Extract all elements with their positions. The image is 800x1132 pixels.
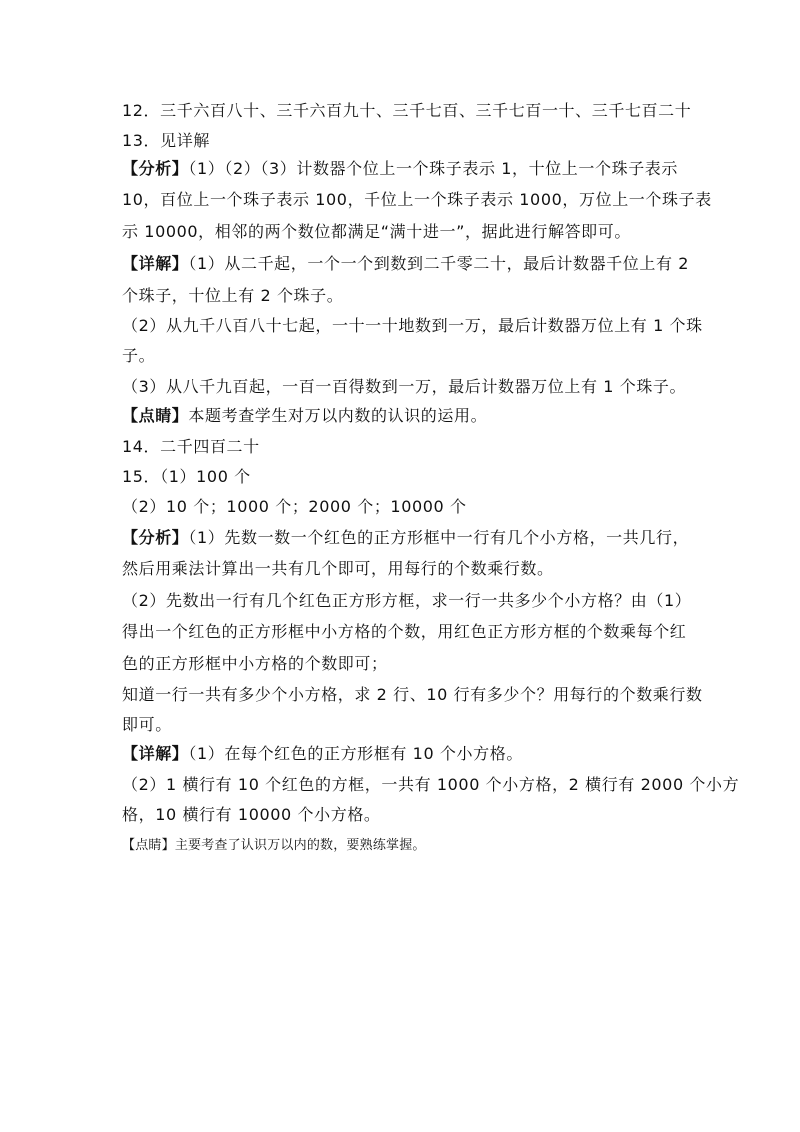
analysis-15-line-5 <box>122 654 388 674</box>
comment-tag: 【点睛】 <box>122 838 175 853</box>
analysis-15-line-3 <box>122 591 691 611</box>
comment-15-text: 主要考查了认识万以内的数，要熟练掌握。 <box>174 838 426 853</box>
analysis-15-text-7: 即可。 <box>122 715 172 734</box>
analysis-13-line-2 <box>122 190 712 210</box>
detail-13-text-5: （3）从八千九百起，一百一百得数到一万，最后计数器万位上有 1 个珠子。 <box>122 377 687 396</box>
detail-13-line-3 <box>122 316 703 336</box>
detail-13-line-2 <box>122 286 343 306</box>
detail-15-text-1: （1）在每个红色的正方形框有 10 个小方格。 <box>188 744 523 763</box>
detail-15-text-2: （2）1 横行有 10 个红色的方框，一共有 1000 个小方格，2 横行有 2000 个小方 <box>122 775 740 794</box>
answer-14 <box>122 437 260 457</box>
answer-13-text: 13．见详解 <box>122 131 210 150</box>
analysis-15-line-2 <box>122 559 554 579</box>
answer-13 <box>122 131 210 151</box>
comment-15 <box>122 836 426 856</box>
comment-tag: 【点睛】 <box>122 406 189 425</box>
analysis-13-line-3 <box>122 222 631 242</box>
detail-13-line-1 <box>122 254 689 274</box>
analysis-15-line-1 <box>122 528 689 548</box>
detail-13-line-5 <box>122 377 686 397</box>
detail-13-text-2: 个珠子，十位上有 2 个珠子。 <box>122 286 344 305</box>
detail-13-text-3: （2）从九千八百八十七起，一十一十地数到一万，最后计数器万位上有 1 个珠 <box>122 316 703 335</box>
analysis-13-text-1: （1）（2）（3）计数器个位上一个珠子表示 1，十位上一个珠子表示 <box>188 159 679 178</box>
analysis-15-line-4 <box>122 622 686 642</box>
answer-15-part-1 <box>122 467 251 487</box>
analysis-15-line-7 <box>122 715 172 735</box>
detail-13-line-4 <box>122 346 155 366</box>
analysis-13-text-3: 示 10000，相邻的两个数位都满足“满十进一”，据此进行解答即可。 <box>122 222 631 241</box>
detail-15-line-2 <box>122 775 739 795</box>
answer-15-text-1: 15．（1）100 个 <box>122 467 251 486</box>
answer-12-text: 12．三千六百八十、三千六百九十、三千七百、三千七百一十、三千七百二十 <box>122 101 692 120</box>
analysis-15-text-2: 然后用乘法计算出一共有几个即可，用每行的个数乘行数。 <box>122 559 554 578</box>
answer-15-part-2 <box>122 497 467 517</box>
analysis-tag: 【分析】 <box>122 528 189 547</box>
analysis-15-text-4: 得出一个红色的正方形框中小方格的个数，用红色正方形方框的个数乘每个红 <box>122 622 687 641</box>
analysis-15-line-6 <box>122 685 703 705</box>
answer-12 <box>122 101 691 121</box>
comment-13 <box>122 406 487 426</box>
answer-15-text-2: （2）10 个；1000 个；2000 个；10000 个 <box>122 497 467 516</box>
detail-13-text-1: （1）从二千起，一个一个到数到二千零二十，最后计数器千位上有 2 <box>188 254 690 273</box>
answer-14-text: 14．二千四百二十 <box>122 437 260 456</box>
analysis-13-text-2: 10，百位上一个珠子表示 100，千位上一个珠子表示 1000，万位上一个珠子表 <box>122 190 712 209</box>
detail-tag: 【详解】 <box>122 254 189 273</box>
comment-13-text: 本题考查学生对万以内数的认识的运用。 <box>188 406 488 425</box>
detail-15-line-1 <box>122 744 523 764</box>
analysis-15-text-5: 色的正方形框中小方格的个数即可； <box>122 654 388 673</box>
analysis-15-text-3: （2）先数出一行有几个红色正方形方框，求一行一共多少个小方格？由（1） <box>122 591 692 610</box>
analysis-15-text-1: （1）先数一数一个红色的正方形框中一行有几个小方格，一共几行， <box>188 528 690 547</box>
analysis-13-line-1 <box>122 159 678 179</box>
detail-tag: 【详解】 <box>122 744 189 763</box>
detail-15-text-3: 格，10 横行有 10000 个小方格。 <box>122 805 381 824</box>
detail-15-line-3 <box>122 805 381 825</box>
analysis-tag: 【分析】 <box>122 159 189 178</box>
detail-13-text-4: 子。 <box>122 346 156 365</box>
analysis-15-text-6: 知道一行一共有多少个小方格，求 2 行、10 行有多少个？用每行的个数乘行数 <box>122 685 703 704</box>
